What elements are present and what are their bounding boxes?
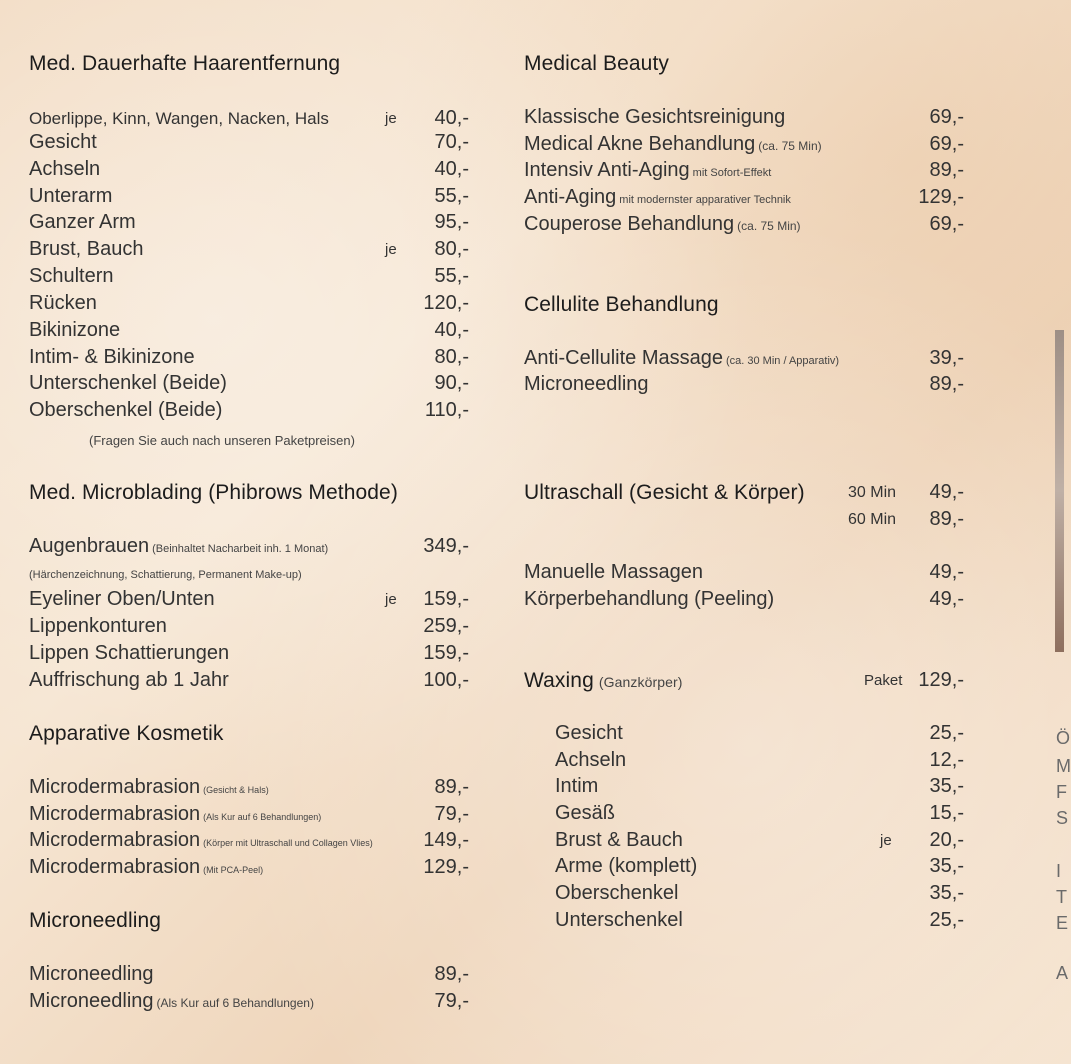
item-name: Körperbehandlung (Peeling) bbox=[524, 588, 775, 610]
edge-letter: S bbox=[1056, 808, 1069, 828]
price-row bbox=[524, 749, 964, 776]
item-name: Unterschenkel (Beide) bbox=[29, 372, 227, 394]
item-name: Ganzer Arm bbox=[29, 211, 136, 233]
item-name: Bikinizone bbox=[29, 319, 121, 341]
item-label: Microdermabrasion bbox=[29, 776, 201, 798]
item-name: Klassische Gesichtsreinigung bbox=[524, 106, 786, 128]
price-row bbox=[524, 588, 964, 615]
price-row bbox=[29, 238, 469, 265]
price-row bbox=[524, 909, 964, 936]
item-name bbox=[29, 776, 269, 799]
item-price: 69,- bbox=[929, 213, 964, 235]
item-price: 35,- bbox=[929, 882, 964, 904]
item-name: Rücken bbox=[29, 292, 97, 314]
item-note: (ca. 75 Min) bbox=[758, 139, 822, 153]
item-note: (ca. 30 Min / Apparativ) bbox=[725, 355, 840, 367]
price-row bbox=[29, 346, 469, 373]
price-row bbox=[29, 990, 469, 1017]
item-price: 80,- bbox=[434, 346, 469, 368]
item-name bbox=[29, 990, 314, 1013]
item-price: 110,- bbox=[424, 399, 469, 421]
item-price: 35,- bbox=[929, 775, 964, 797]
item-price: 69,- bbox=[929, 106, 964, 128]
item-label: Microdermabrasion bbox=[29, 803, 201, 825]
item-price: 90,- bbox=[434, 372, 469, 394]
price-row bbox=[29, 856, 469, 883]
edge-letter: I bbox=[1056, 861, 1062, 881]
price-row bbox=[29, 535, 469, 562]
section-title-ultraschall: Ultraschall (Gesicht & Körper) bbox=[524, 481, 805, 504]
item-name: Lippenkonturen bbox=[29, 615, 167, 637]
item-price: 89,- bbox=[929, 373, 964, 395]
edge-letter: A bbox=[1056, 963, 1069, 983]
item-note: (Als Kur auf 6 Behandlungen) bbox=[156, 996, 314, 1010]
item-name: Achseln bbox=[29, 158, 101, 180]
price-row bbox=[524, 106, 964, 133]
edge-letter: T bbox=[1056, 887, 1067, 907]
item-name: Brust & Bauch bbox=[555, 829, 683, 851]
waxing-note: (Ganzkörper) bbox=[598, 674, 683, 690]
item-name: Microneedling bbox=[29, 963, 154, 985]
item-price: 89,- bbox=[434, 776, 469, 798]
item-name bbox=[29, 535, 328, 558]
item-name: Intim bbox=[555, 775, 599, 797]
item-name: Microneedling bbox=[524, 373, 649, 395]
item-note: (Körper mit Ultraschall und Collagen Vlies) bbox=[203, 838, 373, 848]
item-price: 40,- bbox=[434, 319, 469, 341]
waxing-title: Waxing bbox=[524, 669, 594, 692]
item-note: (Beinhaltet Nacharbeit inh. 1 Monat) bbox=[152, 543, 329, 555]
item-price: 149,- bbox=[423, 829, 469, 851]
item-price: 25,- bbox=[929, 909, 964, 931]
price-row bbox=[524, 508, 964, 535]
price-row bbox=[29, 158, 469, 185]
item-name: Lippen Schattierungen bbox=[29, 642, 230, 664]
price-row bbox=[524, 159, 964, 186]
item-note: mit Sofort-Effekt bbox=[692, 167, 772, 179]
price-row bbox=[29, 615, 469, 642]
price-row bbox=[29, 776, 469, 803]
item-price: 100,- bbox=[423, 669, 469, 691]
item-name: Manuelle Massagen bbox=[524, 561, 703, 583]
item-label: Anti-Aging bbox=[524, 186, 617, 208]
item-label: Couperose Behandlung bbox=[524, 213, 735, 235]
duration-label: 30 Min bbox=[848, 484, 897, 501]
item-price: 89,- bbox=[929, 159, 964, 181]
subnote: (Härchenzeichnung, Schattierung, Permanent Make-up) bbox=[29, 569, 302, 581]
item-price: 15,- bbox=[929, 802, 964, 824]
edge-letter: Ö bbox=[1056, 728, 1071, 748]
item-price: 69,- bbox=[929, 133, 964, 155]
item-name: Unterarm bbox=[29, 185, 113, 207]
item-name: Oberlippe, Kinn, Wangen, Nacken, Hals bbox=[29, 109, 329, 128]
item-name bbox=[524, 159, 771, 182]
price-row bbox=[29, 292, 469, 319]
item-price: 40,- bbox=[434, 107, 469, 129]
section-title-hair-removal: Med. Dauerhafte Haarentfernung bbox=[29, 52, 341, 75]
edge-letter: M bbox=[1056, 756, 1071, 776]
price-row bbox=[524, 722, 964, 749]
item-price: 89,- bbox=[929, 508, 964, 530]
item-note: (Gesicht & Hals) bbox=[203, 785, 269, 795]
price-row bbox=[29, 669, 469, 696]
item-price: 349,- bbox=[423, 535, 469, 557]
price-row bbox=[524, 481, 964, 508]
je-label: je bbox=[385, 591, 397, 608]
price-row bbox=[29, 588, 469, 615]
item-price: 40,- bbox=[434, 158, 469, 180]
item-price: 80,- bbox=[434, 238, 469, 260]
edge-letter: E bbox=[1056, 913, 1069, 933]
price-row bbox=[29, 131, 469, 158]
item-name: Achseln bbox=[555, 749, 627, 771]
price-row bbox=[524, 213, 964, 240]
item-price: 129,- bbox=[423, 856, 469, 878]
item-name: Brust, Bauch bbox=[29, 238, 144, 260]
item-price: 129,- bbox=[918, 186, 964, 208]
item-name: Intim- & Bikinizone bbox=[29, 346, 195, 368]
price-row bbox=[524, 669, 964, 696]
item-name: Unterschenkel bbox=[555, 909, 683, 931]
price-row bbox=[524, 882, 964, 909]
item-price: 79,- bbox=[434, 990, 469, 1012]
item-name bbox=[524, 186, 791, 209]
section-title-microneedling: Microneedling bbox=[29, 909, 162, 932]
item-name: Eyeliner Oben/Unten bbox=[29, 588, 215, 610]
item-label: Microdermabrasion bbox=[29, 856, 201, 878]
section-title-microblading: Med. Microblading (Phibrows Methode) bbox=[29, 481, 398, 504]
item-price: 55,- bbox=[434, 185, 469, 207]
item-name bbox=[524, 347, 839, 370]
item-name: Auffrischung ab 1 Jahr bbox=[29, 669, 229, 691]
price-row bbox=[524, 829, 964, 856]
item-price: 129,- bbox=[918, 669, 964, 691]
item-price: 49,- bbox=[929, 481, 964, 503]
je-label: je bbox=[385, 241, 397, 258]
item-name bbox=[29, 829, 373, 852]
item-name: Schultern bbox=[29, 265, 114, 287]
price-row bbox=[29, 211, 469, 238]
price-row bbox=[524, 373, 964, 400]
item-label: Intensiv Anti-Aging bbox=[524, 159, 690, 181]
price-row bbox=[524, 855, 964, 882]
price-row bbox=[524, 133, 964, 160]
item-price: 95,- bbox=[434, 211, 469, 233]
section-title-apparative: Apparative Kosmetik bbox=[29, 722, 224, 745]
item-price: 39,- bbox=[929, 347, 964, 369]
item-price: 259,- bbox=[423, 615, 469, 637]
price-row bbox=[524, 186, 964, 213]
price-row bbox=[29, 829, 469, 856]
edge-letter: F bbox=[1056, 782, 1067, 802]
duration-label: 60 Min bbox=[848, 511, 897, 528]
price-row bbox=[29, 803, 469, 830]
price-row bbox=[29, 319, 469, 346]
cropped-photo bbox=[1055, 330, 1064, 652]
price-row bbox=[29, 399, 469, 426]
item-name: Oberschenkel (Beide) bbox=[29, 399, 223, 421]
item-name: Gesicht bbox=[29, 131, 97, 153]
item-price: 25,- bbox=[929, 722, 964, 744]
item-note: mit modernster apparativer Technik bbox=[619, 194, 791, 206]
item-price: 12,- bbox=[929, 749, 964, 771]
item-price: 89,- bbox=[434, 963, 469, 985]
item-label: Microdermabrasion bbox=[29, 829, 201, 851]
item-price: 159,- bbox=[423, 642, 469, 664]
item-name: Gesäß bbox=[555, 802, 616, 824]
price-row bbox=[29, 372, 469, 399]
price-row bbox=[29, 963, 469, 990]
item-price: 20,- bbox=[929, 829, 964, 851]
item-price: 49,- bbox=[929, 588, 964, 610]
item-price: 55,- bbox=[434, 265, 469, 287]
item-price: 49,- bbox=[929, 561, 964, 583]
item-name: Gesicht bbox=[555, 722, 623, 744]
section-title-medical-beauty: Medical Beauty bbox=[524, 52, 669, 75]
item-label: Augenbrauen bbox=[29, 535, 150, 557]
item-note: (Als Kur auf 6 Behandlungen) bbox=[203, 812, 322, 822]
item-name: Arme (komplett) bbox=[555, 855, 698, 877]
item-name bbox=[29, 856, 263, 879]
item-label: Medical Akne Behandlung bbox=[524, 133, 756, 155]
item-name bbox=[524, 133, 822, 156]
price-row bbox=[29, 642, 469, 669]
item-label: Microneedling bbox=[29, 990, 154, 1012]
price-row bbox=[29, 107, 469, 134]
item-name: Oberschenkel bbox=[555, 882, 679, 904]
item-note: (Mit PCA-Peel) bbox=[203, 865, 264, 875]
item-price: 120,- bbox=[423, 292, 469, 314]
item-note: (ca. 75 Min) bbox=[737, 219, 801, 233]
item-price: 70,- bbox=[434, 131, 469, 153]
price-row bbox=[29, 265, 469, 292]
je-label: je bbox=[385, 110, 397, 127]
price-row bbox=[524, 775, 964, 802]
footnote: (Fragen Sie auch nach unseren Paketpreisen) bbox=[89, 433, 355, 448]
price-row bbox=[29, 185, 469, 212]
item-label: Anti-Cellulite Massage bbox=[524, 347, 723, 369]
paket-label: Paket bbox=[864, 672, 903, 689]
item-price: 79,- bbox=[434, 803, 469, 825]
price-row bbox=[524, 561, 964, 588]
item-name bbox=[524, 213, 801, 236]
price-row bbox=[524, 347, 964, 374]
item-price: 159,- bbox=[423, 588, 469, 610]
section-title-cellulite: Cellulite Behandlung bbox=[524, 293, 719, 316]
price-row bbox=[524, 802, 964, 829]
je-label: je bbox=[880, 832, 892, 849]
item-price: 35,- bbox=[929, 855, 964, 877]
item-name bbox=[29, 803, 321, 826]
